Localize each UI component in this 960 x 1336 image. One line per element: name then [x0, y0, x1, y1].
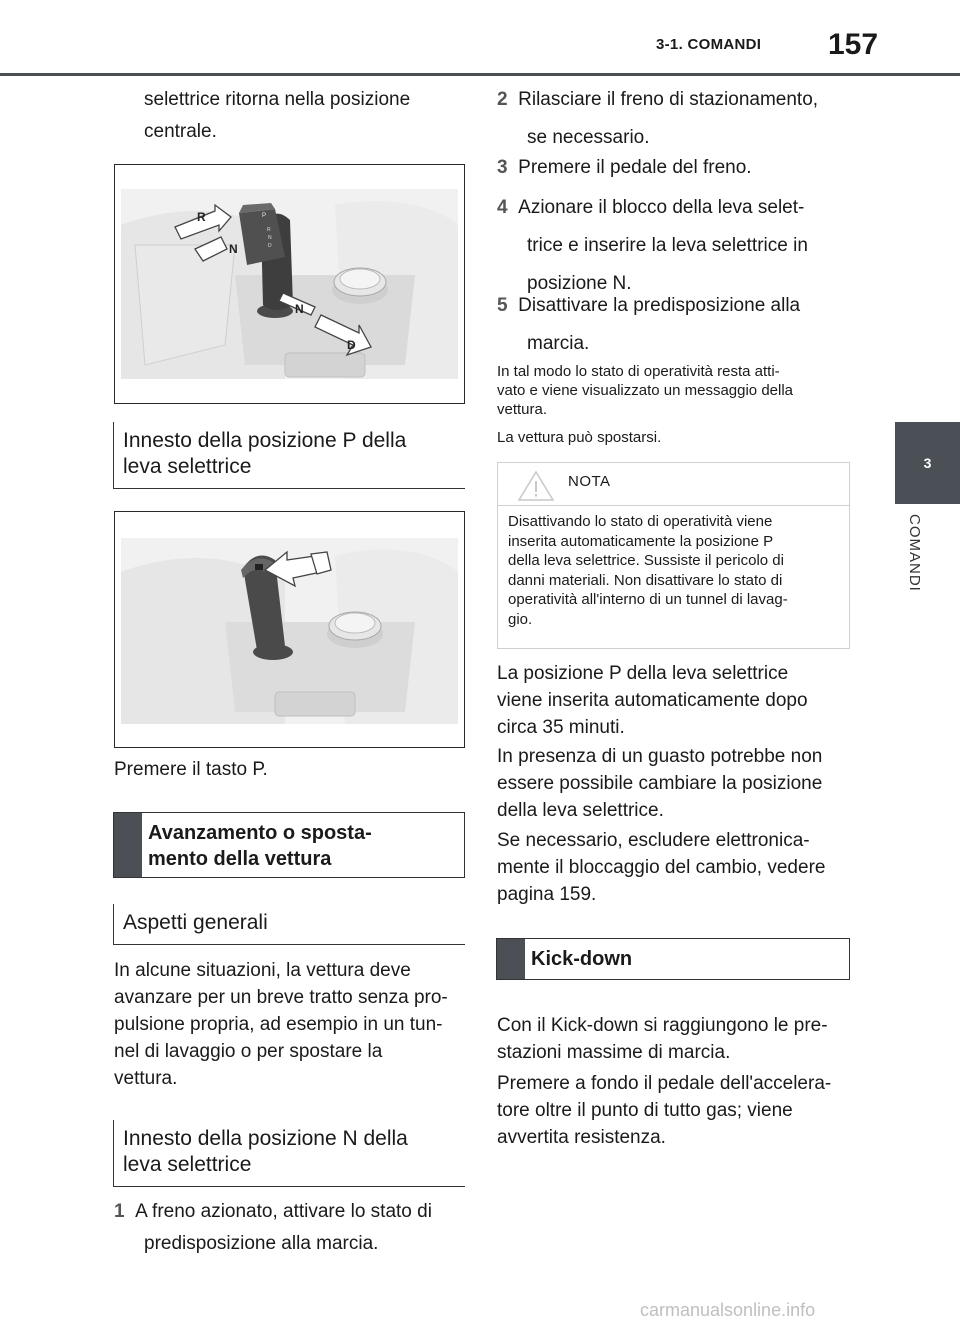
unlock-paragraph — [497, 827, 825, 908]
para-line: In presenza di un guasto potrebbe non — [497, 746, 823, 767]
step-line: Rilasciare il freno di stazionamento, — [518, 89, 819, 110]
step-2 — [497, 84, 818, 154]
para-line: della leva selettrice. — [497, 800, 664, 821]
header-rule — [0, 73, 960, 76]
step-4 — [497, 192, 808, 300]
heading-engage-p — [113, 422, 465, 489]
small-line: In tal modo lo stato di operatività resta atti- — [497, 363, 780, 380]
operational-status-note — [497, 362, 793, 419]
fault-paragraph — [497, 743, 822, 824]
label-r: R — [197, 210, 206, 224]
general-line: In alcune situazioni, la vettura deve — [114, 960, 411, 981]
note-line: gio. — [508, 610, 533, 628]
kickdown-paragraph-1 — [497, 1012, 828, 1066]
step-line: trice e inserire la leva selettrice in — [527, 235, 808, 256]
general-line: nel di lavaggio o per spostare la — [114, 1041, 383, 1062]
heading-engage-n-line-1: Innesto della posizione N della — [123, 1127, 408, 1150]
intro-text — [144, 84, 410, 148]
svg-text:P: P — [262, 213, 267, 219]
heading-engage-p-line-1: Innesto della posizione P della — [123, 429, 407, 452]
intro-line-2: centrale. — [144, 121, 217, 142]
label-n-lower: N — [295, 302, 304, 316]
svg-text:R: R — [267, 227, 271, 233]
step-number: 1 — [114, 1201, 125, 1222]
svg-text:N: N — [268, 235, 272, 241]
step-number: 4 — [497, 197, 508, 218]
note-line: operatività all'interno di un tunnel di lavag- — [508, 591, 788, 608]
general-line: avanzare per un breve tratto senza pro- — [114, 987, 448, 1008]
note-body — [498, 506, 849, 629]
para-line: Con il Kick-down si raggiungono le pre- — [497, 1015, 828, 1036]
para-line: stazioni massime di marcia. — [497, 1042, 731, 1063]
vehicle-can-move: La vettura può spostarsi. — [497, 429, 662, 446]
heading-engage-n — [113, 1120, 465, 1187]
step-line: Azionare il blocco della leva selet- — [518, 197, 805, 218]
heading-advance-vehicle-text — [142, 813, 378, 877]
svg-text:D: D — [268, 243, 272, 249]
heading-advance-line-2: mento della vettura — [148, 848, 332, 870]
chapter-tab: 3 — [895, 422, 960, 504]
running-header-section: 3-1. COMANDI — [656, 36, 762, 53]
p-button-illustration — [115, 512, 464, 747]
watermark: carmanualsonline.info — [640, 1300, 816, 1320]
label-n-upper: N — [229, 242, 238, 256]
para-line: mente il bloccaggio del cambio, vedere — [497, 857, 826, 878]
heading-engage-n-line-2: leva selettrice — [123, 1153, 252, 1176]
para-line: Premere a fondo il pedale dell'accelera- — [497, 1073, 832, 1094]
para-line: Se necessario, escludere elettronica- — [497, 830, 810, 851]
step-line: Premere il pedale del freno. — [518, 157, 752, 178]
small-line: vettura. — [497, 401, 548, 418]
chapter-side-label — [903, 514, 923, 614]
heading-engage-p-line-2: leva selettrice — [123, 455, 252, 478]
step-line: posizione N. — [527, 273, 632, 294]
para-line: avvertita resistenza. — [497, 1127, 666, 1148]
step-3 — [497, 152, 752, 184]
general-paragraph — [114, 957, 448, 1092]
heading-general-aspects — [113, 904, 465, 945]
step-number: 3 — [497, 157, 508, 178]
heading-general-text: Aspetti generali — [123, 911, 268, 934]
step-line: predisposizione alla marcia. — [144, 1233, 379, 1254]
para-line: tore oltre il punto di tutto gas; viene — [497, 1100, 793, 1121]
para-line: La posizione P della leva selettrice — [497, 663, 789, 684]
general-line: pulsione propria, ad esempio in un tun- — [114, 1014, 443, 1035]
step-line: se necessario. — [527, 127, 650, 148]
heading-advance-line-1: Avanzamento o sposta- — [148, 822, 372, 844]
kickdown-paragraph-2 — [497, 1070, 831, 1151]
intro-line-1: selettrice ritorna nella posizione — [144, 89, 411, 110]
general-line: vettura. — [114, 1068, 178, 1089]
heading-bar-marker — [497, 939, 525, 979]
step-number: 2 — [497, 89, 508, 110]
note-line: inserita automaticamente la posizione P — [508, 532, 774, 550]
note-line: Disattivando lo stato di operatività viene — [508, 513, 773, 530]
heading-kickdown — [496, 938, 850, 980]
para-line: viene inserita automaticamente dopo — [497, 690, 808, 711]
note-line: danni materiali. Non disattivare lo stato di — [508, 571, 783, 589]
step-line: marcia. — [527, 333, 590, 354]
figure-press-p-button — [114, 511, 465, 748]
figure-selector-lever-positions — [114, 164, 465, 404]
para-line: pagina 159. — [497, 884, 597, 905]
step-line: Disattivare la predisposizione alla — [518, 295, 801, 316]
selector-lever-illustration — [115, 165, 464, 403]
note-line: della leva selettrice. Sussiste il pericolo di — [508, 552, 784, 569]
page-number: 157 — [828, 28, 879, 61]
label-d: D — [347, 338, 356, 352]
warning-triangle-icon — [516, 469, 556, 503]
step-1 — [114, 1196, 432, 1260]
press-p-instruction: Premere il tasto P. — [114, 759, 268, 780]
heading-bar-marker — [114, 813, 142, 877]
chapter-side-label-text: COMANDI — [906, 514, 923, 592]
auto-p-paragraph — [497, 660, 808, 741]
para-line: essere possibile cambiare la posizione — [497, 773, 823, 794]
para-line: circa 35 minuti. — [497, 717, 625, 738]
heading-advance-vehicle — [113, 812, 465, 878]
note-header — [498, 463, 849, 506]
note-title: NOTA — [568, 473, 611, 490]
note-box — [497, 462, 850, 649]
step-line: A freno azionato, attivare lo stato di — [135, 1201, 432, 1222]
step-number: 5 — [497, 295, 508, 316]
small-line: vato e viene visualizzato un messaggio della — [497, 382, 794, 399]
step-5 — [497, 290, 800, 360]
heading-kickdown-text: Kick-down — [531, 948, 633, 970]
